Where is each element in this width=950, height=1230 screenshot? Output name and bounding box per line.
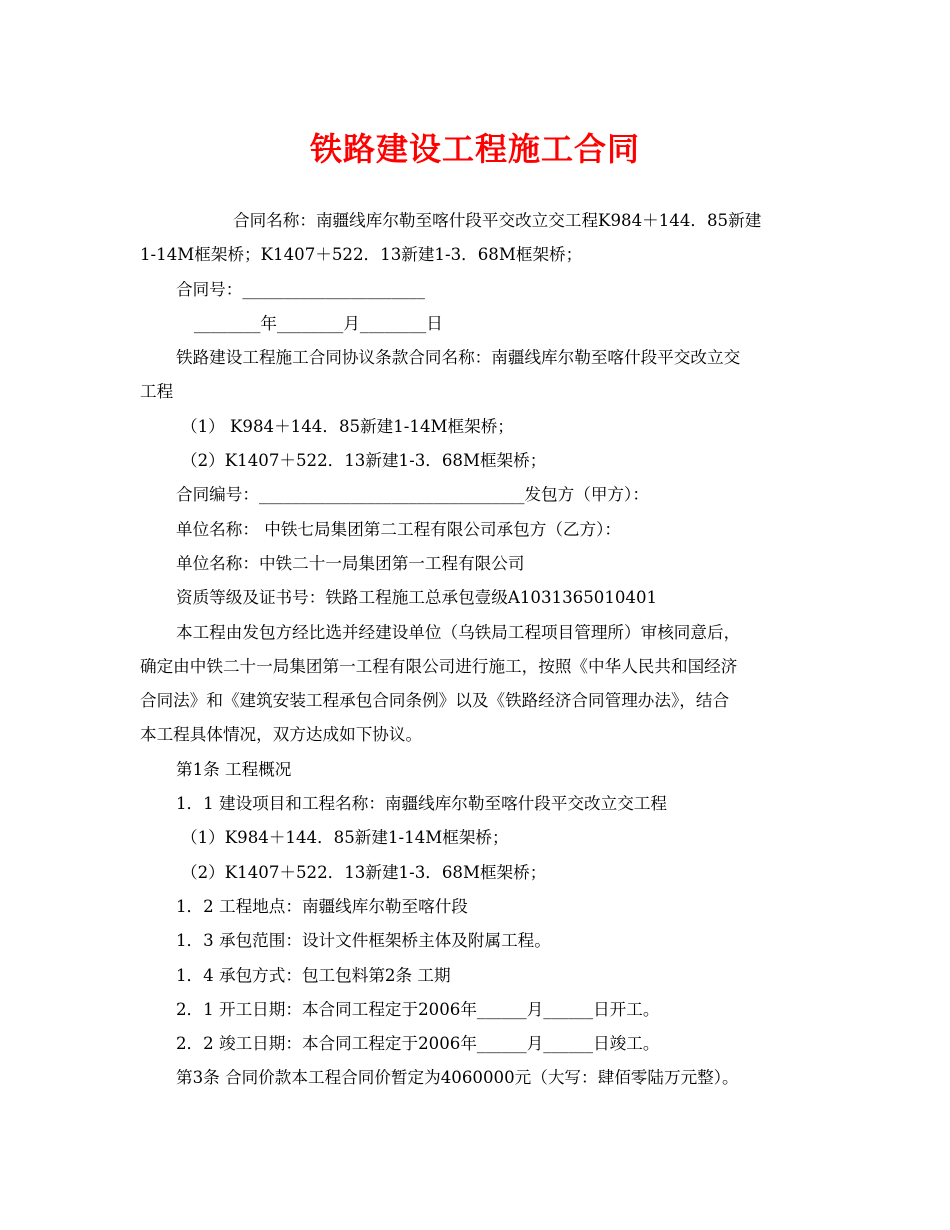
clause-1-1: 1．1 建设项目和工程名称：南疆线库尔勒至喀什段平交改立交工程	[176, 794, 668, 814]
article-1-heading: 第1条 工程概况	[176, 759, 292, 779]
document-title: 铁路建设工程施工合同	[309, 130, 640, 168]
preamble-line-1: 本工程由发包方经比选并经建设单位（乌铁局工程项目管理所）审核同意后，	[176, 622, 741, 642]
clause-1-3: 1．3 承包范围：设计文件框架桥主体及附属工程。	[176, 931, 551, 951]
document-body	[140, 204, 820, 1096]
article-3-line: 第3条 合同价款本工程合同价暂定为4060000元（大写：肆佰零陆万元整）。	[176, 1068, 739, 1088]
party-a-unit-line: 单位名称： 中铁七局集团第二工程有限公司承包方（乙方）：	[176, 519, 622, 539]
contract-name-line-2: 1-14M框架桥；K1407＋522．13新建1-3．68M框架桥；	[140, 245, 583, 265]
preamble-line-4: 本工程具体情况，双方达成如下协议。	[140, 725, 423, 745]
contract-name-line-1: 合同名称：南疆线库尔勒至喀什段平交改立交工程K984＋144．85新建	[233, 211, 762, 230]
party-b-unit-line: 单位名称：中铁二十一局集团第一工程有限公司	[176, 553, 525, 573]
clause-1-2: 1．2 工程地点：南疆线库尔勒至喀什段	[176, 896, 468, 916]
contract-code-line: 合同编号：________________________________发包方（甲方）：	[176, 485, 649, 505]
clause-2-2: 2．2 竣工日期：本合同工程定于2006年______月______日竣工。	[176, 1034, 660, 1054]
agreement-line-1: 铁路建设工程施工合同协议条款合同名称：南疆线库尔勒至喀什段平交改立交	[176, 348, 741, 368]
bridge-item-1: （1） K984＋144．85新建1-14M框架桥；	[181, 416, 514, 436]
clause-1-1-item-2: （2）K1407＋522．13新建1-3．68M框架桥；	[181, 862, 547, 882]
clause-1-4: 1．4 承包方式：包工包料第2条 工期	[176, 965, 451, 985]
bridge-item-2: （2）K1407＋522．13新建1-3．68M框架桥；	[181, 451, 547, 471]
date-line: ________年________月________日	[194, 313, 443, 333]
qualification-line: 资质等级及证书号：铁路工程施工总承包壹级A1031365010401	[176, 588, 658, 608]
agreement-line-2: 工程	[140, 382, 174, 402]
clause-1-1-item-1: （1）K984＋144．85新建1-14M框架桥；	[181, 828, 509, 848]
preamble-line-3: 合同法》和《建筑安装工程承包合同条例》以及《铁路经济合同管理办法》，结合	[140, 691, 730, 711]
preamble-line-2: 确定由中铁二十一局集团第一工程有限公司进行施工，按照《中华人民共和国经济	[140, 656, 738, 676]
contract-number-line: 合同号：______________________	[176, 279, 425, 299]
clause-2-1: 2．1 开工日期：本合同工程定于2006年______月______日开工。	[176, 999, 660, 1019]
